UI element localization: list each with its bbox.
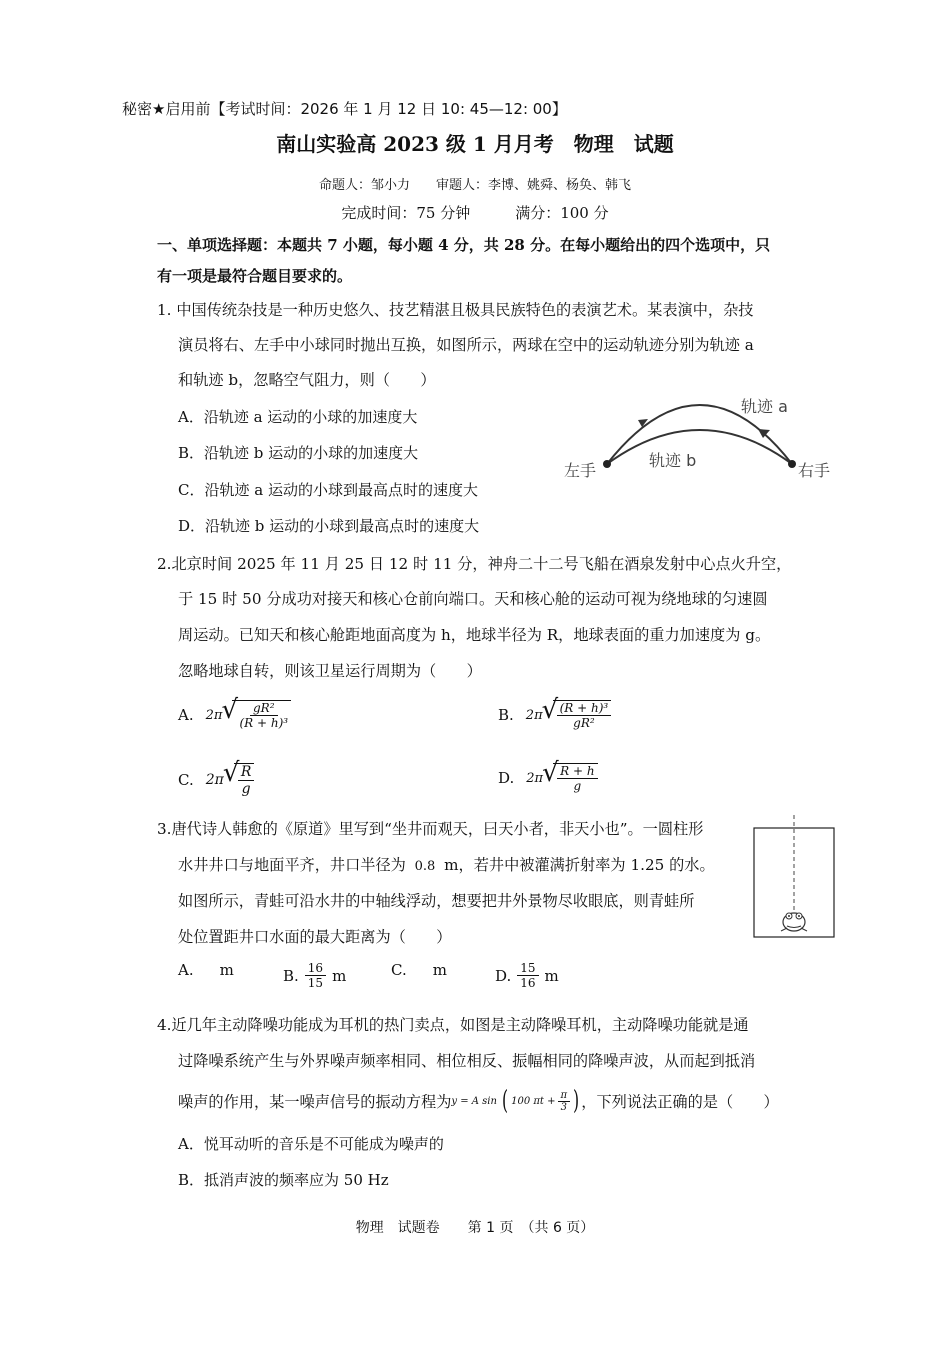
fraction-denominator: 15 (307, 976, 324, 990)
q2-line4: 忽略地球自转，则该卫星运行周期为（ ） (178, 662, 482, 680)
q1-option-a: A．沿轨迹 a 运动的小球的加速度大 (178, 408, 418, 426)
option-label: D. (498, 769, 515, 787)
vibration-equation: y = A sin ( 100 πt + $\frac{\pi}{3}$ ) (451, 1086, 580, 1116)
q3-option-d (495, 961, 559, 990)
q1-line2: 演员将右、左手中小球同时抛出互换，如图所示，两球在空中的运动轨迹分别为轨迹 a (178, 336, 754, 354)
q3-line2 (178, 854, 715, 875)
option-label: B. (498, 706, 514, 724)
q3-option-c (391, 961, 447, 979)
section-heading-line1: 一、单项选择题：本题共 7 小题，每小题 4 分，共 28 分。在每小题给出的四个选项中，只 (157, 236, 771, 254)
q2-line1: 2.北京时间 2025 年 11 月 25 日 12 时 11 分，神舟二十二号飞船在酒泉发射中心点火升空， (157, 555, 792, 573)
coef: 2π (205, 707, 223, 723)
q1-option-b: B．沿轨迹 b 运动的小球的加速度大 (178, 444, 419, 462)
q4-line3-text-b: ，下列说法正确的是（ ） (581, 1092, 779, 1111)
q3-line1: 3.唐代诗人韩愈的《原道》里写到“坐井而观天，曰天小者，非天小也”。一圆柱形 (157, 820, 704, 838)
q1-line1: 1. 中国传统杂技是一种历史悠久、技艺精湛且极具民族特色的表演艺术。某表演中，杂技 (157, 301, 754, 319)
q2-option-b (498, 700, 611, 730)
authors-line: 命题人：邹小力 审题人：李博、姚舜、杨奂、韩飞 (318, 178, 631, 193)
well-radius-value: 0.8 (414, 859, 436, 874)
q2-line2: 于 15 时 50 分成功对接天和核心仓前向端口。天和核心舱的运动可视为绕地球的匀速圆 (178, 590, 768, 608)
fraction-numerator: √ R (238, 764, 255, 781)
fraction-numerator: √ gR² (250, 701, 278, 716)
page-title: 南山实验高 2023 级 1 月月考 物理 试题 (276, 132, 674, 156)
left-hand-point (603, 460, 611, 468)
q3-option-b (283, 961, 346, 990)
fraction-denominator: g (573, 779, 582, 793)
formula-inner: 100 πt + (511, 1095, 556, 1107)
q3-line3: 如图所示，青蛙可沿水井的中轴线浮动，想要把井外景物尽收眼底，则青蛙所 (178, 892, 695, 910)
option-unit: m (219, 961, 234, 979)
q4-line1: 4.近几年主动降噪功能成为耳机的热门卖点，如图是主动降噪耳机，主动降噪功能就是通 (157, 1016, 749, 1034)
q4-option-a: A．悦耳动听的音乐是不可能成为噪声的 (178, 1135, 444, 1153)
q4-option-b: B．抵消声波的频率应为 50 Hz (178, 1171, 389, 1189)
coef: 2π (525, 707, 543, 723)
well-diagram (753, 815, 835, 939)
option-label: C. (178, 771, 194, 789)
fraction-denominator: 16 (520, 976, 536, 990)
track-b-label: 轨迹 b (649, 451, 697, 470)
q1-option-d: D．沿轨迹 b 运动的小球到最高点时的速度大 (178, 517, 480, 535)
q1-line3: 和轨迹 b，忽略空气阻力，则（ ） (178, 371, 436, 389)
time-score-line: 完成时间：75 分钟 满分：100 分 (341, 204, 609, 222)
q4-line3-text-a: 噪声的作用，某一噪声信号的振动方程为 (178, 1092, 452, 1111)
page-footer: 物理 试题卷 第 1 页 （共 6 页） (355, 1220, 595, 1236)
option-unit: m (544, 966, 559, 985)
option-label: D. (495, 966, 512, 985)
q2-option-a (178, 700, 291, 730)
q1-option-c: C．沿轨迹 a 运动的小球到最高点时的速度大 (178, 481, 478, 499)
option-label: C. (391, 961, 407, 979)
well-figure (753, 815, 835, 939)
option-label: A. (178, 706, 194, 724)
formula-prefix: y = A sin (451, 1095, 497, 1107)
right-hand-label: 右手 (798, 461, 831, 480)
q3-line2-text-a: 水井井口与地面平齐，井口半径为 (178, 856, 406, 874)
q4-line2: 过降噪系统产生与外界噪声频率相同、相位相反、振幅相同的降噪声波，从而起到抵消 (178, 1052, 756, 1070)
q3-option-a (178, 961, 234, 979)
option-label: A. (178, 961, 194, 979)
secret-header: 秘密★启用前【考试时间：2026 年 1 月 12 日 10: 45—12: 00】 (122, 100, 567, 118)
fraction-denominator: gR² (573, 716, 595, 730)
fraction-numerator: 15 (517, 961, 538, 976)
q2-line3: 周运动。已知天和核心舱距地面高度为 h，地球半径为 R，地球表面的重力加速度为 g。 (178, 626, 771, 644)
q2-option-c (178, 763, 254, 797)
option-unit: m (332, 966, 347, 985)
option-unit: m (432, 961, 447, 979)
option-label: B. (283, 966, 299, 985)
formula-frac-den: 3 (560, 1101, 567, 1113)
arrow-a (638, 419, 648, 427)
fraction-numerator: 16 (305, 961, 326, 976)
right-hand-point (788, 460, 796, 468)
fraction-numerator: √ R + h (557, 764, 597, 779)
left-hand-label: 左手 (564, 461, 597, 480)
coef: 2π (526, 770, 544, 786)
formula-frac-num: π (558, 1090, 571, 1102)
fraction-denominator: g (241, 781, 251, 797)
fraction-numerator: √ (R + h)³ (557, 701, 612, 716)
track-a-label: 轨迹 a (741, 397, 788, 416)
coef: 2π (205, 772, 224, 788)
fraction-denominator: (R + h)³ (239, 716, 289, 730)
q2-option-d (498, 763, 598, 793)
q3-line2-text-b: m，若井中被灌满折射率为 1.25 的水。 (444, 856, 715, 874)
q4-line3 (178, 1086, 779, 1116)
q3-line4: 处位置距井口水面的最大距离为（ ） (178, 928, 452, 946)
trajectory-figure (560, 386, 840, 486)
section-heading-line2: 有一项是最符合题目要求的。 (157, 267, 353, 285)
